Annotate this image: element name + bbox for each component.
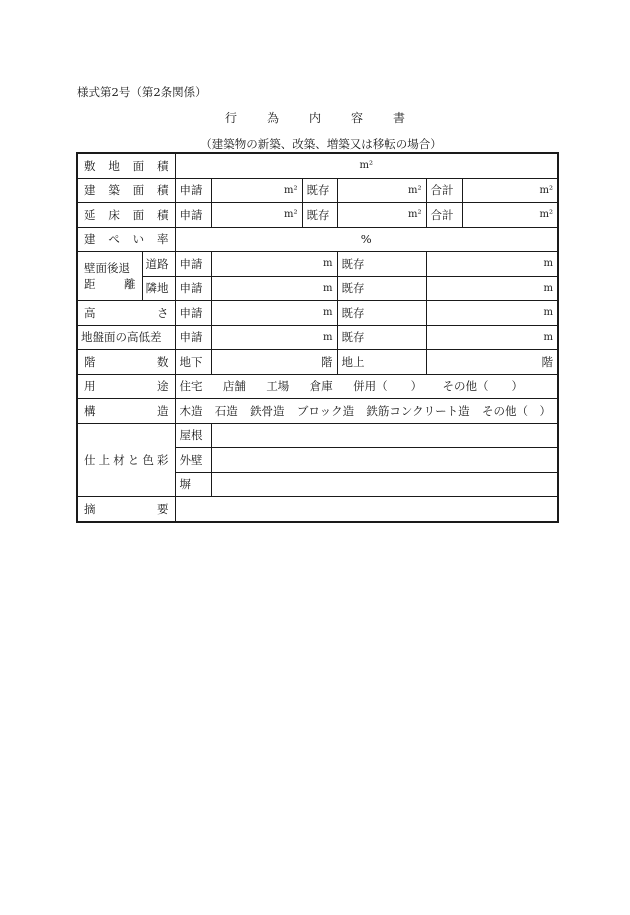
row-setback-neighbor xyxy=(77,276,558,301)
above-ground-label: 地上 xyxy=(337,350,426,375)
applied-label: 申請 xyxy=(175,252,211,277)
existing-label: 既存 xyxy=(337,325,426,350)
use-option-mixed[interactable]: 併用（ ） xyxy=(353,379,423,394)
structure-label: 構 造 xyxy=(77,399,175,424)
use-option-shop[interactable]: 店舗 xyxy=(222,379,246,394)
floor-area-label: 延 床 面 積 xyxy=(77,203,175,228)
title-char: 行 xyxy=(224,111,237,125)
use-option-other[interactable]: その他（ ） xyxy=(442,379,524,394)
basement-floors-input[interactable]: 階 xyxy=(211,350,337,375)
use-label: 用 途 xyxy=(77,374,175,399)
use-options xyxy=(175,374,558,399)
existing-label: 既存 xyxy=(337,252,426,277)
roof-label: 屋根 xyxy=(175,423,211,448)
floors-label: 階 数 xyxy=(77,350,175,375)
ground-level-difference-label: 地盤面の高低差 xyxy=(77,325,175,350)
road-label: 道路 xyxy=(142,252,175,277)
structure-option-wood[interactable]: 木造 xyxy=(179,403,203,418)
height-label: 高 さ xyxy=(77,301,175,326)
coverage-ratio-label: 建 ぺ い 率 xyxy=(77,227,175,252)
applied-label: 申請 xyxy=(175,203,211,228)
total-label: 合計 xyxy=(426,203,462,228)
total-label: 合計 xyxy=(426,178,462,203)
applied-label: 申請 xyxy=(175,325,211,350)
row-finish-roof xyxy=(77,423,558,448)
existing-label: 既存 xyxy=(337,301,426,326)
form-number: 様式第2号（第2条関係） xyxy=(77,85,207,99)
unit-sqm: m² xyxy=(359,160,374,172)
row-setback-road xyxy=(77,252,558,277)
roof-finish-input[interactable] xyxy=(211,423,558,448)
coverage-ratio-input[interactable] xyxy=(175,227,558,252)
structure-option-steel[interactable]: 鉄骨造 xyxy=(250,403,285,418)
row-floor-area xyxy=(77,203,558,228)
exterior-wall-finish-input[interactable] xyxy=(211,448,558,473)
floor-area-applied-input[interactable]: m² xyxy=(211,203,302,228)
fence-label: 塀 xyxy=(175,472,211,497)
fence-finish-input[interactable] xyxy=(211,472,558,497)
row-remarks xyxy=(77,497,558,522)
height-applied-input[interactable]: m xyxy=(211,301,337,326)
existing-label: 既存 xyxy=(302,178,337,203)
row-floors xyxy=(77,350,558,375)
document-title xyxy=(0,109,630,126)
applied-label: 申請 xyxy=(175,276,211,301)
document-subtitle: （建築物の新築、改築、増築又は移転の場合） xyxy=(200,137,442,151)
setback-neighbor-existing-input[interactable]: m xyxy=(426,276,558,301)
above-ground-floors-input[interactable]: 階 xyxy=(426,350,558,375)
setback-road-applied-input[interactable]: m xyxy=(211,252,337,277)
building-area-existing-input[interactable]: m² xyxy=(337,178,426,203)
existing-label: 既存 xyxy=(302,203,337,228)
floor-area-total-input[interactable]: m² xyxy=(462,203,558,228)
row-use xyxy=(77,374,558,399)
site-area-label: 敷 地 面 積 xyxy=(77,153,175,178)
row-ground-level-difference xyxy=(77,325,558,350)
height-existing-input[interactable]: m xyxy=(426,301,558,326)
structure-option-block[interactable]: ブロック造 xyxy=(296,403,355,418)
use-option-warehouse[interactable]: 倉庫 xyxy=(309,379,333,394)
title-char: 内 xyxy=(308,111,321,125)
finish-color-label: 仕 上 材 と 色 彩 xyxy=(77,423,175,497)
unit-percent: % xyxy=(360,232,372,247)
applied-label: 申請 xyxy=(175,301,211,326)
ground-diff-applied-input[interactable]: m xyxy=(211,325,337,350)
building-area-label: 建 築 面 積 xyxy=(77,178,175,203)
applied-label: 申請 xyxy=(175,178,211,203)
title-char: 書 xyxy=(393,111,406,125)
exterior-wall-label: 外壁 xyxy=(175,448,211,473)
title-char: 為 xyxy=(266,111,279,125)
use-option-factory[interactable]: 工場 xyxy=(266,379,290,394)
structure-options xyxy=(175,399,558,424)
building-area-total-input[interactable]: m² xyxy=(462,178,558,203)
remarks-label: 摘 要 xyxy=(77,497,175,522)
floor-area-existing-input[interactable]: m² xyxy=(337,203,426,228)
existing-label: 既存 xyxy=(337,276,426,301)
structure-option-stone[interactable]: 石造 xyxy=(214,403,238,418)
structure-option-rc[interactable]: 鉄筋コンクリート造 xyxy=(366,403,470,418)
title-char: 容 xyxy=(351,111,364,125)
ground-diff-existing-input[interactable]: m xyxy=(426,325,558,350)
row-structure xyxy=(77,399,558,424)
remarks-input[interactable] xyxy=(175,497,558,522)
building-area-applied-input[interactable]: m² xyxy=(211,178,302,203)
neighbor-label: 隣地 xyxy=(142,276,175,301)
setback-neighbor-applied-input[interactable]: m xyxy=(211,276,337,301)
application-form-table xyxy=(76,152,559,523)
row-height xyxy=(77,301,558,326)
row-coverage-ratio xyxy=(77,227,558,252)
setback-road-existing-input[interactable]: m xyxy=(426,252,558,277)
setback-distance-label: 壁面後退 距 離 xyxy=(77,252,142,301)
basement-label: 地下 xyxy=(175,350,211,375)
row-site-area xyxy=(77,153,558,178)
use-option-house[interactable]: 住宅 xyxy=(179,379,203,394)
site-area-input[interactable] xyxy=(175,153,558,178)
structure-option-other[interactable]: その他（ ） xyxy=(481,403,551,418)
row-building-area xyxy=(77,178,558,203)
